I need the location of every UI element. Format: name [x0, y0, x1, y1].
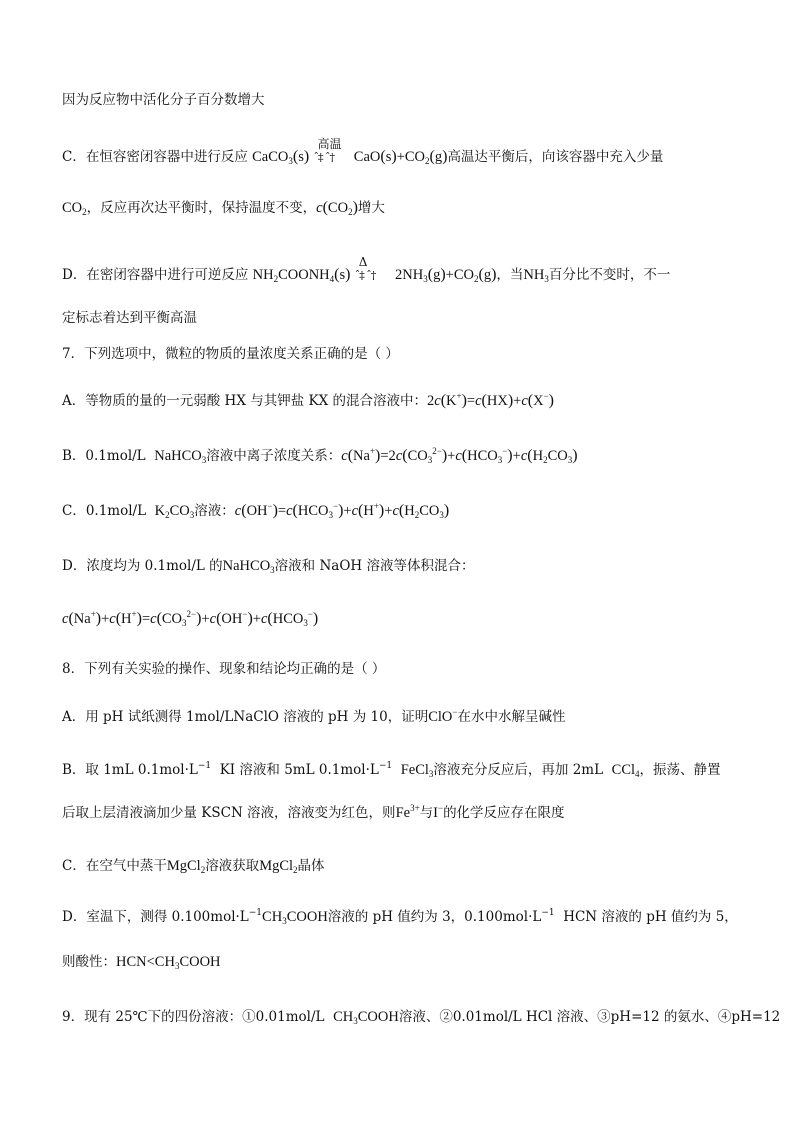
question-8-option-d-line1: D．室温下，测得 $0.100mol\cdot L^{-1}CH_3COOH$溶液的 pH 值约为 3，$0.100mol\cdot L^{-1}$ HCN 溶液的 pH 值约为 5，	[62, 908, 738, 926]
reaction-arrow-high-temp: 高温 ˆ‡ ˆ†	[313, 136, 342, 164]
option-d6-line1: D．在密闭容器中进行可逆反应 $NH_2COONH_4(s)$ Δ ˆ‡ ˆ† $2NH_3(g)+CO_2(g)$，当$NH_3$百分比不变时，不一	[62, 254, 671, 284]
question-8-option-b-line2: 后取上层清液滴加少量 KSCN 溶液，溶液变为红色，则$Fe^{3+}$与I−的化学反应存在限度	[62, 803, 565, 821]
formula-7c: $c(OH^-)=c(HCO_3^-)+c(H^+)+c(H_2CO_3)$	[234, 501, 450, 520]
formula-8d: $HCN<CH_3COOH$	[116, 954, 221, 971]
formula-c-co2: $c(CO_2)$	[316, 199, 358, 217]
option-c6-line1: C．在恒容密闭容器中进行反应 CaCO$_3$(s) 高温 ˆ‡ ˆ† $CaO(s)+CO_2(g)$高温达平衡后，向该容器中充入少量	[62, 136, 664, 166]
formula-7a: 2c(K+)=c(HX)+c(X−)	[427, 391, 554, 409]
question-7-option-c: C．0.1mol/L $K_2CO_3$溶液：$c(OH^-)=c(HCO_3^-)+c(H^+)+c(H_2CO_3)$	[62, 501, 450, 520]
question-8-option-a: A．用 pH 试纸测得 1mol/LNaClO 溶液的 pH 为 10，证明ClO−在水中水解呈碱性	[62, 707, 566, 725]
formula-7d: $c(Na^+)+c(H^+)=c(CO_3^{2-})+c(OH^-)+c(HCO_3^-)$	[62, 609, 319, 628]
question-8-option-d-line2: 则酸性：$HCN<CH_3COOH$	[62, 954, 221, 971]
reaction-arrow-heat: Δ ˆ‡ ˆ†	[354, 254, 376, 282]
option-c6-line2: $CO_2$，反应再次达平衡时，保持温度不变，$c(CO_2)$增大	[62, 199, 385, 217]
question-7-stem: 7．下列选项中，微粒的物质的量浓度关系正确的是（ ）	[62, 346, 399, 362]
question-8-option-b-line1: B．取 1mL $0.1mol\cdot L^{-1}$ KI 溶液和 5mL $0.1mol\cdot L^{-1}$ FeCl$_3$溶液充分反应后，再加 2mL CCl$_4$，振荡、静置	[62, 761, 721, 779]
formula-cao-co2: $CaO(s)+CO_2(g)$	[353, 148, 448, 166]
question-7-option-a: A．等物质的量的一元弱酸 HX 与其钾盐 KX 的混合溶液中：2c(K+)=c(HX)+c(X−)	[62, 391, 554, 409]
question-9-stem: 9．现有 25℃下的四份溶液：①0.01mol/L $CH_3COOH$溶液、②0.01mol/L HCl 溶液、③pH=12 的氨水、④pH=12	[62, 1009, 781, 1026]
option-b6-continuation: 因为反应物中活化分子百分数增大	[62, 92, 265, 108]
question-7-option-d-formula	[62, 609, 318, 629]
question-8-option-c: C．在空气中蒸干MgCl$_2$溶液获取MgCl$_2$晶体	[62, 858, 325, 875]
formula-caco3: CaCO$_3$(s)	[252, 148, 310, 166]
question-7-option-b: B．0.1mol/L NaHCO$_3$溶液中离子浓度关系：$c(Na^+)=2c(CO_3^{2-})+c(HCO_3^-)+c(H_2CO_3)$	[62, 446, 578, 465]
formula-nh2coonh4: $NH_2COONH_4(s)$	[252, 266, 351, 284]
question-7-option-d: D．浓度均为 0.1mol/L 的NaHCO$_3$溶液和 NaOH 溶液等体积混合：	[62, 558, 475, 575]
formula-7b: $c(Na^+)=2c(CO_3^{2-})+c(HCO_3^-)+c(H_2CO_3)$	[341, 446, 578, 465]
option-d6-line2: 定标志着达到平衡高温	[62, 310, 197, 326]
question-8-stem: 8．下列有关实验的操作、现象和结论均正确的是（ ）	[62, 661, 386, 677]
formula-products: $2NH_3(g)+CO_2(g)$	[395, 266, 497, 284]
